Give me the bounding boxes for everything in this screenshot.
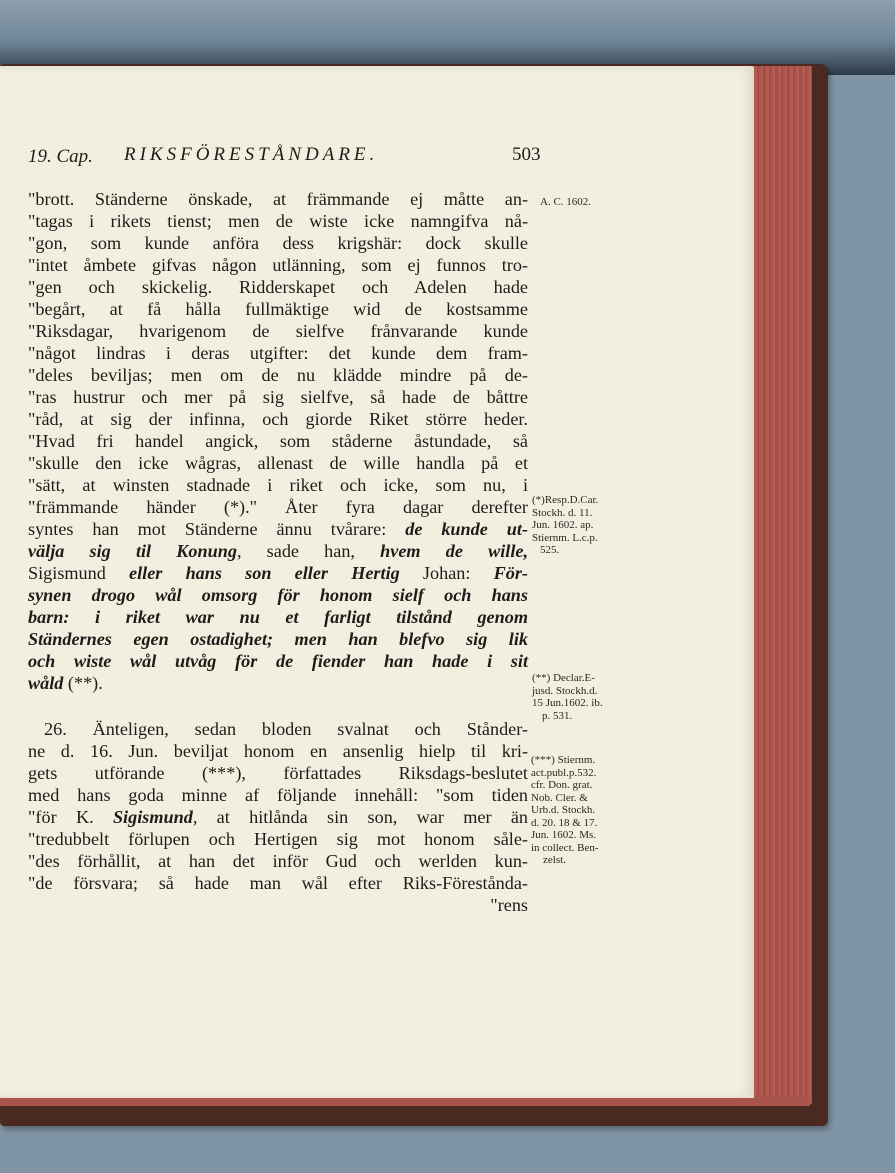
margin-note-3 <box>531 754 599 867</box>
note-line: cfr. Don. grat. <box>531 779 593 791</box>
text-line: gets utförande (***), författades Riksdags-beslutet <box>28 763 528 783</box>
text-line: "Hvad fri handel angick, som ståderne åstundade, så <box>28 431 528 451</box>
note-line: Nob. Cler. & <box>531 791 588 804</box>
text-span: "för K. <box>28 807 113 827</box>
margin-note-1 <box>532 494 598 557</box>
note-line: jusd. Stockh.d. <box>532 684 598 697</box>
text-line: "de försvara; så hade man wål efter Riks-Förestånda- <box>28 873 528 893</box>
text-span: Sigismund <box>28 563 130 583</box>
text-span: (**). <box>63 673 103 693</box>
note-line: (*)Resp.D.Car. <box>532 494 599 506</box>
italic-span: wåld <box>28 673 64 693</box>
catchword: "rens <box>490 895 528 915</box>
margin-year: A. C. 1602. <box>540 196 592 208</box>
italic-span: För- <box>493 563 528 583</box>
paragraph-gap <box>28 694 528 718</box>
text-line: "begårt, at få hålla fullmäktige wid de kostsamme <box>28 299 528 319</box>
text-line: "ras hustrur och mer på sig sielfve, så hade de båttre <box>28 387 528 407</box>
text-line-italic: synen drogo wål omsorg för honom sielf och hans <box>28 585 528 605</box>
note-line: (***) Stiernm. <box>531 754 596 766</box>
note-line: Jun. 1602. ap. <box>532 519 594 531</box>
text-line-italic: barn: i riket war nu et farligt tilstånd genom <box>28 607 528 627</box>
text-line: "tagas i rikets tienst; men de wiste icke namngifva nå- <box>28 211 528 231</box>
text-line <box>28 518 528 540</box>
text-line: "något lindras i deras utgifter: det kunde dem fram- <box>28 343 528 363</box>
text-line <box>28 562 528 584</box>
running-header <box>28 144 541 172</box>
margin-note-2 <box>532 672 603 722</box>
italic-span: välja sig til Konung <box>28 541 237 561</box>
note-line: 525. <box>540 544 560 556</box>
text-span: , sade han, <box>236 541 381 561</box>
note-line: (**) Declar.E- <box>532 672 595 684</box>
text-line: "des förhållit, at han det inför Gud och werlden kun- <box>28 851 528 871</box>
text-line-italic: Ständernes egen ostadighet; men han blefvo sig lik <box>28 629 528 649</box>
text-line-italic: och wiste wål utvåg för de fiender han hade i sit <box>28 651 528 671</box>
text-line <box>28 672 528 694</box>
text-line: "sätt, at winsten stadnade i riket och icke, som nu, i <box>28 475 528 495</box>
text-line <box>28 806 528 828</box>
text-line <box>28 540 528 562</box>
note-line: in collect. Ben- <box>531 841 599 854</box>
text-span: syntes han mot Ständerne ännu tvårare: <box>28 519 406 539</box>
text-span: , at hitlånda sin son, war mer än <box>192 807 528 827</box>
note-line: zelst. <box>543 854 566 866</box>
text-line: "brott. Ständerne önskade, at främmande ej måtte an- <box>28 189 528 209</box>
italic-span: de kunde ut- <box>405 519 528 539</box>
text-line: "deles beviljas; men om de nu klädde mindre på de- <box>28 365 528 385</box>
text-line: "intet åmbete gifvas någon utlänning, som ej funnos tro- <box>28 255 528 275</box>
text-line: "gon, som kunde anföra dess krigshär: dock skulle <box>28 233 528 253</box>
note-line: p. 531. <box>542 709 573 722</box>
paragraph-start-line: 26. Änteligen, sedan bloden svalnat och Stånder- <box>44 719 528 739</box>
main-text <box>28 188 528 916</box>
text-line: "gen och skickelig. Ridderskapet och Adelen hade <box>28 277 528 297</box>
note-line: Urb.d. Stockh. <box>531 804 596 816</box>
italic-span: eller hans son eller Hertig <box>129 563 400 583</box>
running-title: RIKSFÖRESTÅNDARE. <box>124 144 379 165</box>
page-edges-red <box>752 66 812 1104</box>
text-span: Johan: <box>399 563 494 583</box>
text-line: ne d. 16. Jun. beviljat honom en ansenlig hielp til kri- <box>28 741 528 761</box>
text-line: med hans goda minne af följande innehåll: "som tiden <box>28 785 528 805</box>
chapter-label: 19. Cap. <box>28 146 93 167</box>
note-line: 15 Jun.1602. ib. <box>532 697 603 709</box>
text-line: "råd, at sig der infinna, och giorde Riket större heder. <box>28 409 528 429</box>
note-line: Stiernm. L.c.p. <box>532 531 598 544</box>
italic-span: hvem de wille, <box>380 541 529 561</box>
text-line: "skulle den icke wågras, allenast de wille handla på et <box>28 453 528 473</box>
note-line: act.publ.p.532. <box>531 766 597 779</box>
page-number: 503 <box>512 144 541 165</box>
italic-span: Sigismund <box>112 807 193 827</box>
note-line: d. 20. 18 & 17. <box>531 816 598 829</box>
text-line: "främmande händer (*)." Åter fyra dagar derefter <box>28 497 528 517</box>
text-line: "Riksdagar, hvarigenom de sielfve frånvarande kunde <box>28 321 528 341</box>
text-line: "tredubbelt förlupen och Hertigen sig mot honom såle- <box>28 829 528 849</box>
note-line: Stockh. d. 11. <box>532 506 593 519</box>
note-line: Jun. 1602. Ms. <box>531 829 597 841</box>
